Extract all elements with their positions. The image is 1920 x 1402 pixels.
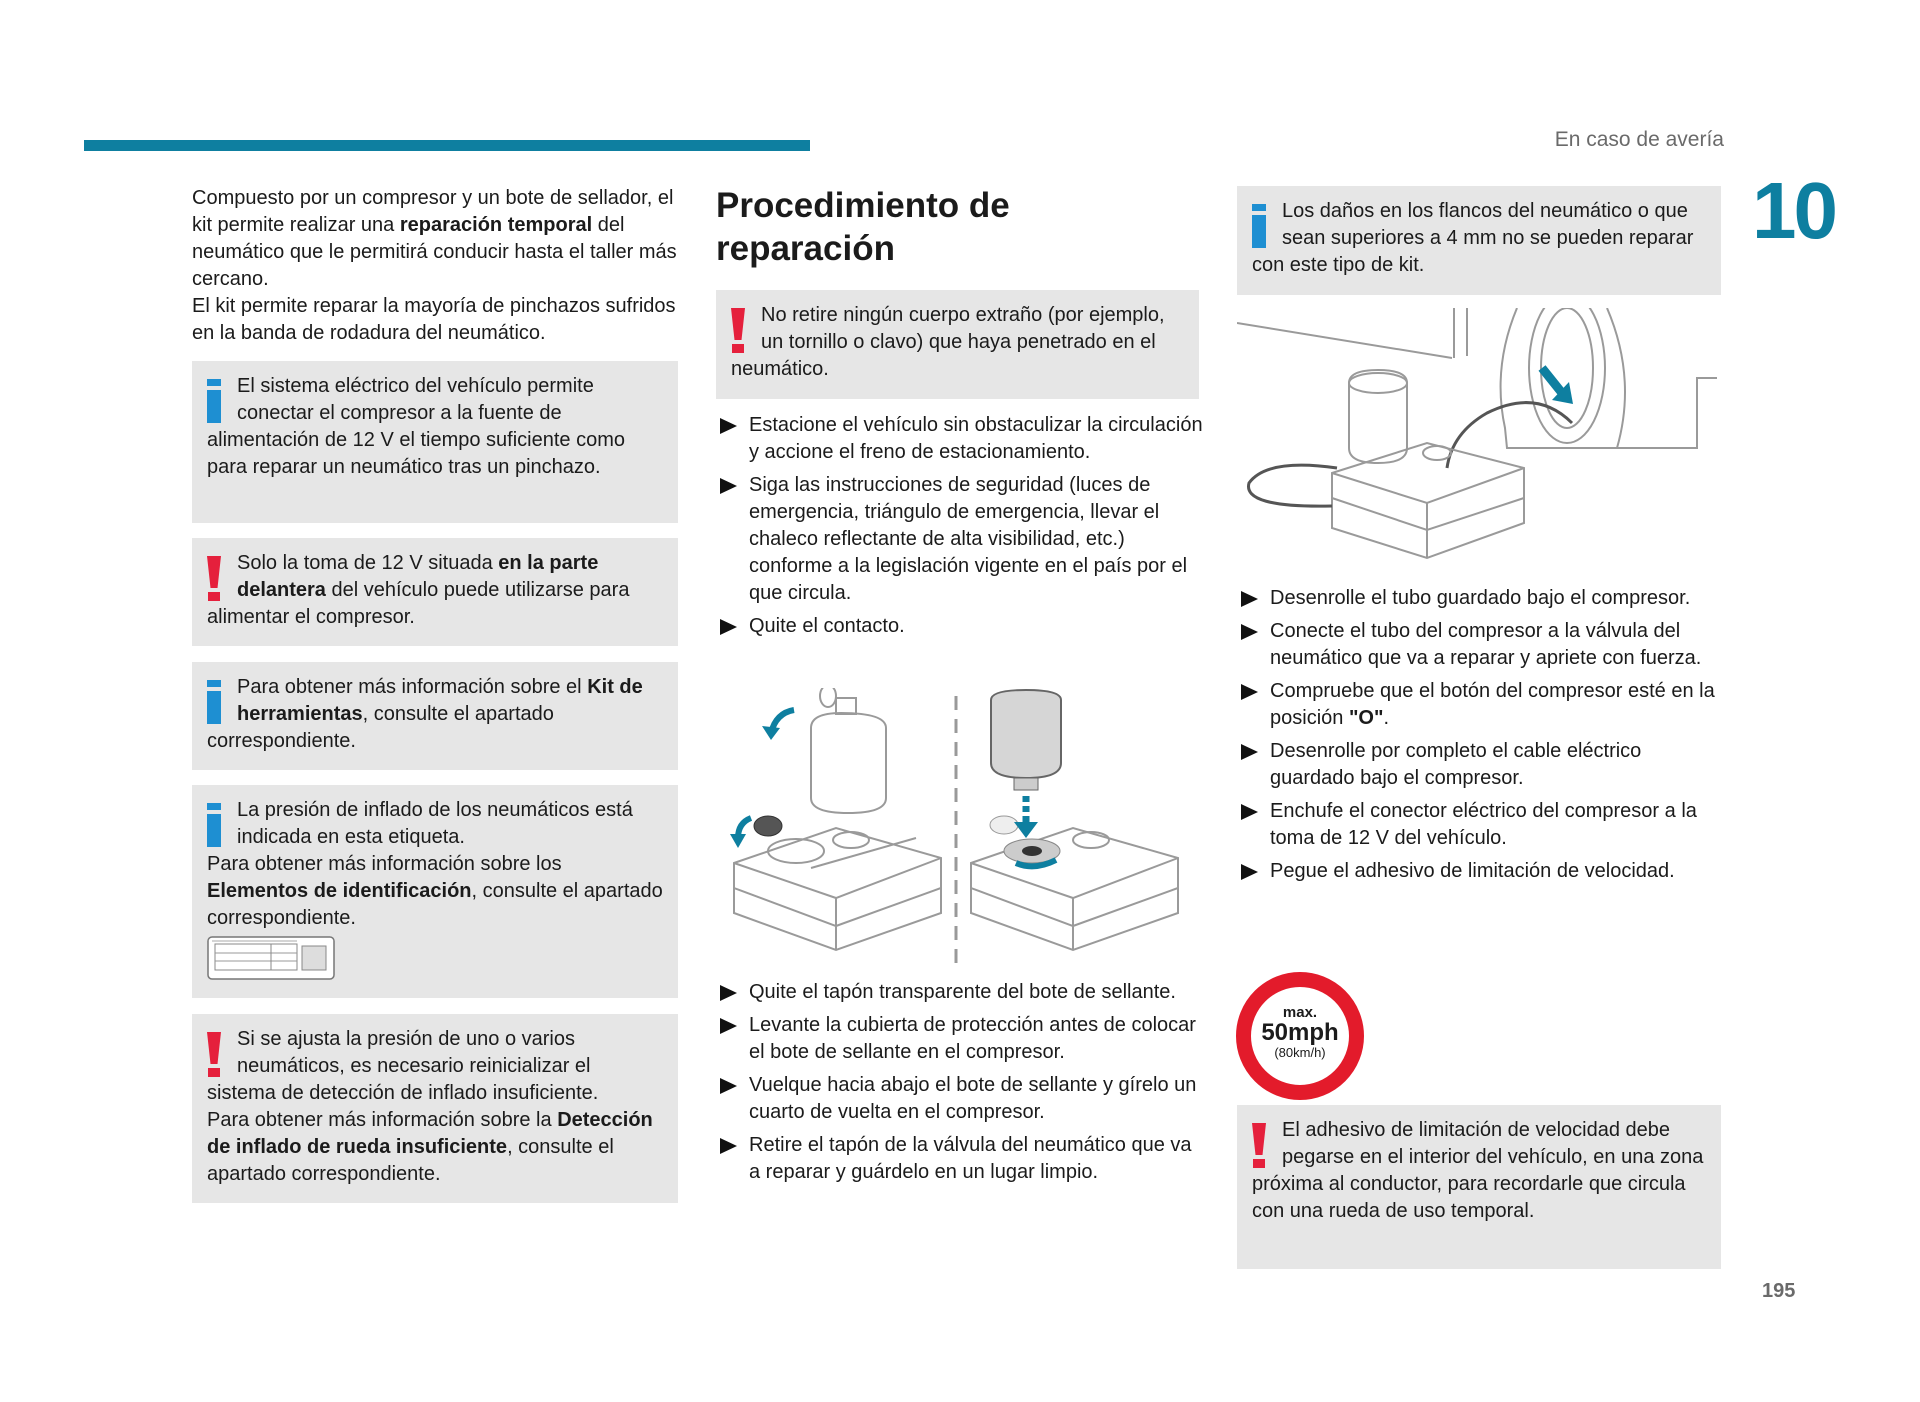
text: Para obtener más información sobre el [237, 676, 588, 698]
intro-paragraph-1 [192, 185, 682, 293]
info-icon [207, 803, 221, 849]
info-text [207, 674, 663, 755]
warning-icon [1252, 1123, 1266, 1169]
bold-text: Elementos de identificación [207, 880, 472, 902]
sign-speed-kmh: (80km/h) [1274, 1045, 1326, 1060]
info-text: El sistema eléctrico del vehículo permite conectar el compresor a la fuente de alimentación de 12 V el tiempo suficiente como para reparar un neumático tras un pinchazo. [207, 375, 626, 478]
text: del vehículo puede utilizarse para alimentar el compresor. [207, 579, 630, 628]
text: , consulte el apartado correspondiente. [207, 880, 663, 929]
bullet-arrow-icon [720, 1138, 737, 1154]
warning-box-foreign-object [716, 290, 1199, 399]
page-number: 195 [1762, 1280, 1796, 1302]
step-item [1237, 738, 1727, 792]
bullet-arrow-icon [1241, 591, 1258, 607]
info-icon [1252, 204, 1266, 250]
chapter-number: 10 [1752, 166, 1835, 255]
bullet-arrow-icon [720, 1018, 737, 1034]
text: Solo la toma de 12 V situada [237, 552, 499, 574]
info-box-sidewall [1237, 186, 1721, 295]
bullet-arrow-icon [1241, 624, 1258, 640]
step-item [1237, 585, 1727, 612]
bullet-arrow-icon [720, 478, 737, 494]
text: Para obtener más información sobre los [207, 853, 562, 875]
step-text: Pegue el adhesivo de limitación de velocidad. [1270, 860, 1675, 882]
bold-text: Detección de inflado de rueda insuficiente [207, 1109, 653, 1158]
step-text: Quite el tapón transparente del bote de sellante. [749, 981, 1176, 1003]
bullet-arrow-icon [720, 619, 737, 635]
text: del neumático que le permitirá conducir hasta el taller más cercano. [192, 214, 677, 290]
bold-text: en la parte delantera [237, 552, 599, 601]
warning-icon [207, 556, 221, 602]
step-item [1237, 618, 1727, 672]
step-text: Estacione el vehículo sin obstaculizar la circulación y accione el freno de estacionamiento. [749, 414, 1203, 463]
step-item [1237, 678, 1727, 732]
tire-pressure-label-image [207, 936, 335, 980]
text: Compuesto por un compresor y un bote de sellador, el kit permite realizar una [192, 187, 674, 236]
warning-text: El adhesivo de limitación de velocidad debe pegarse en el interior del vehículo, en una zona próxima al conductor, para recordarle que circula con una rueda de uso temporal. [1252, 1119, 1704, 1222]
step-text: . [1383, 707, 1390, 729]
text: Para obtener más información sobre la [207, 1109, 558, 1131]
step-text: Vuelque hacia abajo el bote de sellante y gírelo un cuarto de vuelta en el compresor. [749, 1074, 1197, 1123]
step-text: Retire el tapón de la válvula del neumático que va a reparar y guárdelo en un lugar limpio. [749, 1134, 1192, 1183]
step-text: Conecte el tubo del compresor a la válvula del neumático que va a reparar y apriete con fuerza. [1270, 620, 1702, 669]
warning-box-sticker [1237, 1105, 1721, 1269]
warning-box-socket [192, 538, 678, 646]
bullet-arrow-icon [720, 1078, 737, 1094]
speed-limit-sticker [1236, 972, 1364, 1100]
step-item [716, 1012, 1206, 1066]
procedure-steps-b [716, 979, 1206, 1192]
warning-text: No retire ningún cuerpo extraño (por ejemplo, un tornillo o clavo) que haya penetrado en el neumático. [731, 304, 1165, 380]
warning-text [207, 1107, 663, 1188]
step-item [716, 412, 1206, 466]
bold-text: "O" [1348, 707, 1384, 729]
text: , consulte el apartado correspondiente. [207, 1136, 614, 1185]
bullet-arrow-icon [1241, 744, 1258, 760]
procedure-heading: Procedimiento de reparación [716, 186, 1010, 268]
step-text: Siga las instrucciones de seguridad (luces de emergencia, triángulo de emergencia, llevar el chaleco reflectante de alta visibilidad, etc.) conforme a la legislación vigente en el país por el que circula. [749, 474, 1188, 604]
info-text: La presión de inflado de los neumáticos está indicada en esta etiqueta. [237, 799, 633, 848]
procedure-steps-a [716, 412, 1206, 646]
bullet-arrow-icon [720, 418, 737, 434]
bold-text: Kit de herramientas [237, 676, 643, 725]
header-accent-bar [84, 140, 810, 151]
info-icon [207, 379, 221, 425]
step-item [1237, 858, 1727, 885]
info-text: Los daños en los flancos del neumático o que sean superiores a 4 mm no se pueden reparar con este tipo de kit. [1252, 200, 1694, 276]
sign-speed-mph: 50mph [1261, 1019, 1339, 1046]
bullet-arrow-icon [1241, 684, 1258, 700]
step-text: Levante la cubierta de protección antes de colocar el bote de sellante en el compresor. [749, 1014, 1196, 1063]
info-box-electrical [192, 361, 678, 523]
step-text: Desenrolle el tubo guardado bajo el compresor. [1270, 587, 1691, 609]
connection-steps [1237, 585, 1727, 891]
warning-icon [731, 308, 745, 354]
intro-paragraph-2: El kit permite reparar la mayoría de pinchazos sufridos en la banda de rodadura del neumático. [192, 295, 676, 344]
warning-text: Si se ajusta la presión de uno o varios neumáticos, es necesario reinicializar el sistema de detección de inflado insuficiente. [207, 1028, 599, 1104]
step-item [716, 472, 1206, 607]
step-item [716, 613, 1206, 640]
intro-text [192, 185, 682, 347]
bullet-arrow-icon [1241, 804, 1258, 820]
compressor-connection-illustration [1237, 308, 1721, 572]
step-item [716, 979, 1206, 1006]
warning-icon [207, 1032, 221, 1078]
info-icon [207, 680, 221, 726]
step-text: Quite el contacto. [749, 615, 905, 637]
step-item [1237, 798, 1727, 852]
step-text: Desenrolle por completo el cable eléctrico guardado bajo el compresor. [1270, 740, 1642, 789]
info-box-pressure [192, 785, 678, 998]
warning-text [207, 550, 663, 631]
step-item [716, 1132, 1206, 1186]
bullet-arrow-icon [720, 985, 737, 1001]
text: , consulte el apartado correspondiente. [207, 703, 554, 752]
bullet-arrow-icon [1241, 864, 1258, 880]
info-text [207, 851, 663, 932]
section-title: En caso de avería [1554, 128, 1724, 151]
step-text: Enchufe el conector eléctrico del compresor a la toma de 12 V del vehículo. [1270, 800, 1697, 849]
bold-text: reparación temporal [399, 214, 593, 236]
sign-max-label: max. [1282, 1004, 1318, 1021]
info-box-tools [192, 662, 678, 770]
step-item [716, 1072, 1206, 1126]
sealant-installation-illustration [716, 688, 1200, 974]
step-text: Compruebe que el botón del compresor esté en la posición [1270, 680, 1715, 729]
warning-box-tpms [192, 1014, 678, 1203]
